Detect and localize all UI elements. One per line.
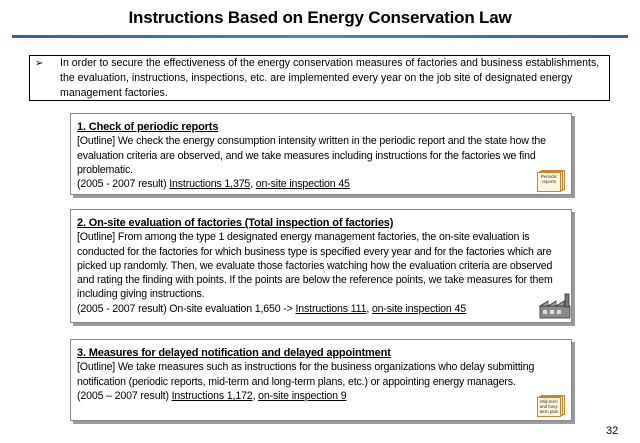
box1-result	[77, 177, 565, 191]
periodic-reports-box	[70, 113, 572, 195]
periodic-reports-icon-label: Periodic reports	[537, 172, 561, 192]
delayed-notification-box	[70, 339, 572, 421]
box3-result-prefix: (2005 – 2007 result)	[77, 389, 172, 402]
box3-result	[77, 389, 565, 403]
box2-sep: ,	[366, 302, 372, 315]
title-underline	[12, 35, 628, 38]
intro-box	[29, 55, 610, 101]
page-number: 32	[606, 425, 619, 437]
box1-result-prefix: (2005 - 2007 result)	[77, 178, 170, 191]
box3-body: [Outline] We take measures such as instructions for the business organizations who delay submitting notification (periodic reports, mid-term and long-term plans, etc.) or appointing energy managers.	[77, 361, 535, 388]
box1-inspection: on-site inspection 45	[255, 178, 350, 191]
box2-inspection: on-site inspection 45	[371, 302, 466, 315]
box2-result	[77, 302, 565, 316]
intro-text: In order to secure the effectiveness of the energy conservation measures of factories and business establishments, the evaluation, instructions, inspections, etc. are implemented every year on the job site of designated energy management factories.	[60, 57, 600, 99]
periodic-reports-document-icon	[537, 170, 565, 192]
box1-instructions: Instructions 1,375	[169, 178, 251, 191]
box1-body: [Outline] We check the energy consumption intensity written in the periodic report and the state how the evaluation criteria are observed, and we take measures including instructions for the factories we find problematic.	[77, 135, 546, 176]
factory-icon	[538, 292, 572, 320]
box3-heading: 3. Measures for delayed notification and delayed appointment	[77, 347, 391, 359]
box1-heading: 1. Check of periodic reports	[77, 121, 219, 133]
box2-result-prefix: (2005 - 2007 result) On-site evaluation 1,650 ->	[77, 302, 296, 315]
slide-title: Instructions Based on Energy Conservation Law	[128, 8, 512, 27]
plan-icon-label: Mid-term and long-term plan	[537, 397, 561, 417]
box2-body: [Outline] From among the type 1 designated energy management factories, the on-site evaluation is conducted for the factories for which business type is specified every year and for the factories which are picked up randomly. Then, we evaluate those factories watching how the evaluation criteria are observed and rating the finding with points. If the points are below the reference points, we take measures for them including giving instructions.	[77, 231, 553, 301]
box2-heading: 2. On-site evaluation of factories (Total inspection of factories)	[77, 217, 394, 229]
box3-sep: ,	[252, 389, 259, 402]
box3-inspection: on-site inspection 9	[258, 389, 347, 402]
box1-sep: ,	[250, 178, 256, 191]
arrow-bullet-icon: ➢	[35, 58, 44, 69]
plan-document-icon	[537, 395, 565, 417]
box3-instructions: Instructions 1,172	[171, 389, 253, 402]
box2-instructions: Instructions 111	[295, 302, 367, 315]
onsite-evaluation-box	[70, 209, 572, 323]
